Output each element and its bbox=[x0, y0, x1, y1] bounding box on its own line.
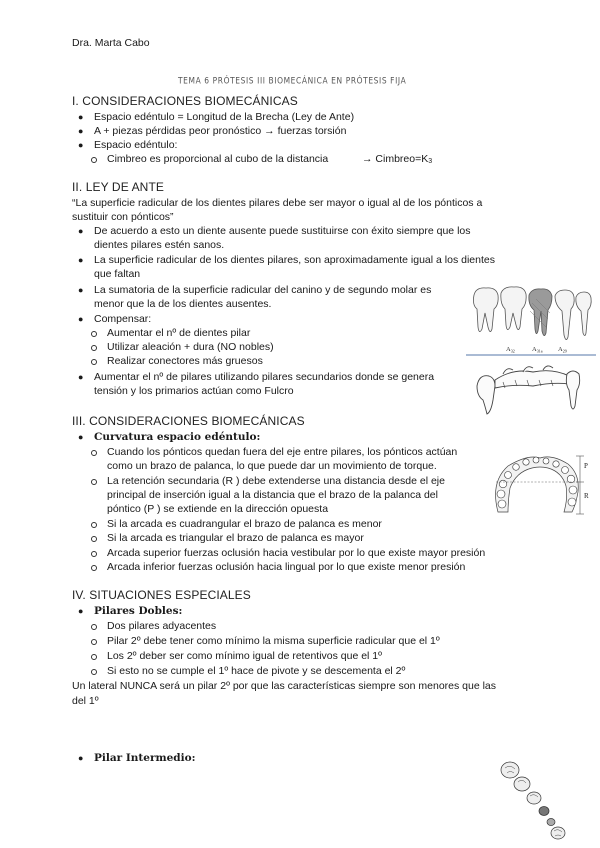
sub-bullet-icon bbox=[91, 450, 97, 456]
bullet-icon: ● bbox=[78, 126, 84, 136]
s4-subheading: Pilares Dobles: bbox=[94, 605, 183, 617]
sub-bullet-icon bbox=[91, 624, 97, 630]
s1-bullet-1: Espacio edéntulo = Longitud de la Brecha (Ley de Ante) bbox=[94, 111, 355, 123]
sub-bullet-icon bbox=[91, 359, 97, 365]
s4-item-1: Dos pilares adyacentes bbox=[107, 620, 217, 632]
s2-b4: Compensar: bbox=[94, 313, 152, 325]
fig-label-a32: $A_{32}$ bbox=[506, 346, 515, 354]
section-2-heading: II. LEY DE ANTE bbox=[72, 180, 164, 194]
teeth-sequence-figure bbox=[498, 758, 576, 844]
fig-label-r: R bbox=[584, 492, 589, 500]
s1-sub-bullet: Cimbreo es proporcional al cubo de la distancia bbox=[107, 153, 329, 165]
s2-b2-line-2: que faltan bbox=[94, 268, 141, 280]
s2-b2-line-1: La superficie radicular de los dientes pilares, son aproximadamente igual a los dientes bbox=[94, 254, 495, 266]
s1-formula: → Cimbreo=K3 bbox=[362, 153, 433, 165]
s3-item-3: Si la arcada es cuadrangular el brazo de palanca es menor bbox=[107, 518, 382, 530]
s2-b4-sub-3: Realizar conectores más gruesos bbox=[107, 355, 263, 367]
fig-label-a31a: $A_{31a}$ bbox=[532, 346, 543, 354]
section-1-heading: I. CONSIDERACIONES BIOMECÁNICAS bbox=[72, 94, 298, 108]
s4-item-3: Los 2º deber ser como mínimo igual de retentivos que el 1º bbox=[107, 650, 382, 662]
fig-label-p: P bbox=[584, 462, 588, 470]
bullet-icon: ● bbox=[78, 140, 84, 150]
sub-bullet-icon bbox=[91, 522, 97, 528]
s1-bullet-2: A + piezas pérdidas peor pronóstico → fuerzas torsión bbox=[94, 125, 347, 137]
s2-b4-sub-2: Utilizar aleación + dura (NO nobles) bbox=[107, 341, 274, 353]
s3-item-1-line-1: Cuando los pónticos quedan fuera del eje entre pilares, los pónticos actúan bbox=[107, 446, 458, 458]
s4-note-line-2: del 1º bbox=[72, 695, 99, 707]
sub-bullet-icon bbox=[91, 654, 97, 660]
s4-item-2: Pilar 2º debe tener como mínimo la misma superficie radicular que el 1º bbox=[107, 635, 440, 647]
s4-subheading-2: Pilar Intermedio: bbox=[94, 752, 196, 764]
bridge-figure bbox=[473, 360, 583, 416]
sub-bullet-icon bbox=[91, 157, 97, 163]
dental-arch-figure bbox=[488, 452, 592, 518]
section-3-heading: III. CONSIDERACIONES BIOMECÁNICAS bbox=[72, 414, 305, 428]
bullet-icon: ● bbox=[78, 372, 84, 382]
s4-note-line-1: Un lateral NUNCA será un pilar 2º por que las características siempre son menores que las bbox=[72, 680, 497, 692]
sub-bullet-icon bbox=[91, 479, 97, 485]
s3-item-1-line-2: como un brazo de palanca, lo que puede dar un movimiento de torque. bbox=[107, 460, 437, 472]
bullet-icon: ● bbox=[78, 112, 84, 122]
bullet-icon: ● bbox=[78, 314, 84, 324]
section-4-heading: IV. SITUACIONES ESPECIALES bbox=[72, 588, 251, 602]
author-name: Dra. Marta Cabo bbox=[72, 37, 150, 49]
s3-subheading: Curvatura espacio edéntulo: bbox=[94, 431, 261, 443]
s3-item-6: Arcada inferior fuerzas oclusión hacia lingual por lo que existe menor presión bbox=[107, 561, 466, 573]
sub-bullet-icon bbox=[91, 331, 97, 337]
sub-bullet-icon bbox=[91, 551, 97, 557]
s2-b1-line-2: dientes pilares estén sanos. bbox=[94, 239, 225, 251]
s3-item-2-line-1: La retención secundaria (R ) debe extenderse una distancia desde el eje bbox=[107, 475, 445, 487]
s2-b4-sub-1: Aumentar el nº de dientes pilar bbox=[107, 327, 251, 339]
s2-b5-line-2: tensión y los primarios actúan como Fulcro bbox=[94, 385, 294, 397]
sub-bullet-icon bbox=[91, 536, 97, 542]
s3-item-2-line-2: principal de inserción igual a la distancia que el brazo de la palanca del bbox=[107, 489, 438, 501]
s2-quote-line-2: sustituir con pónticos” bbox=[72, 211, 174, 223]
tooth-roots-figure bbox=[466, 283, 596, 358]
s2-b3-line-1: La sumatoria de la superficie radicular del canino y de segundo molar es bbox=[94, 284, 432, 296]
bullet-icon: ● bbox=[78, 753, 84, 763]
s1-bullet-3: Espacio edéntulo: bbox=[94, 139, 178, 151]
bullet-icon: ● bbox=[78, 285, 84, 295]
sub-bullet-icon bbox=[91, 669, 97, 675]
s3-item-2-line-3: póntico (P ) se extiende en la dirección opuesta bbox=[107, 503, 329, 515]
s2-b3-line-2: menor que la de los dientes ausentes. bbox=[94, 298, 272, 310]
sub-bullet-icon bbox=[91, 345, 97, 351]
s2-b1-line-1: De acuerdo a esto un diente ausente puede sustituirse con éxito siempre que los bbox=[94, 225, 471, 237]
bullet-icon: ● bbox=[78, 432, 84, 442]
topic-title: TEMA 6 PRÓTESIS III BIOMECÁNICA EN PRÓTESIS FIJA bbox=[178, 75, 407, 86]
fig-label-a29: $A_{29}$ bbox=[558, 346, 567, 354]
s3-item-5: Arcada superior fuerzas oclusión hacia vestibular por lo que existe mayor presión bbox=[107, 547, 486, 559]
bullet-icon: ● bbox=[78, 606, 84, 616]
sub-bullet-icon bbox=[91, 565, 97, 571]
s3-item-4: Si la arcada es triangular el brazo de palanca es mayor bbox=[107, 532, 364, 544]
s2-b5-line-1: Aumentar el nº de pilares utilizando pilares secundarios donde se genera bbox=[94, 371, 435, 383]
s2-quote-line-1: “La superficie radicular de los dientes pilares debe ser mayor o igual al de los pónticos a bbox=[72, 197, 483, 209]
s4-item-4: Si esto no se cumple el 1º hace de pivote y se descementa el 2º bbox=[107, 665, 406, 677]
bullet-icon: ● bbox=[78, 226, 84, 236]
sub-bullet-icon bbox=[91, 639, 97, 645]
bullet-icon: ● bbox=[78, 255, 84, 265]
